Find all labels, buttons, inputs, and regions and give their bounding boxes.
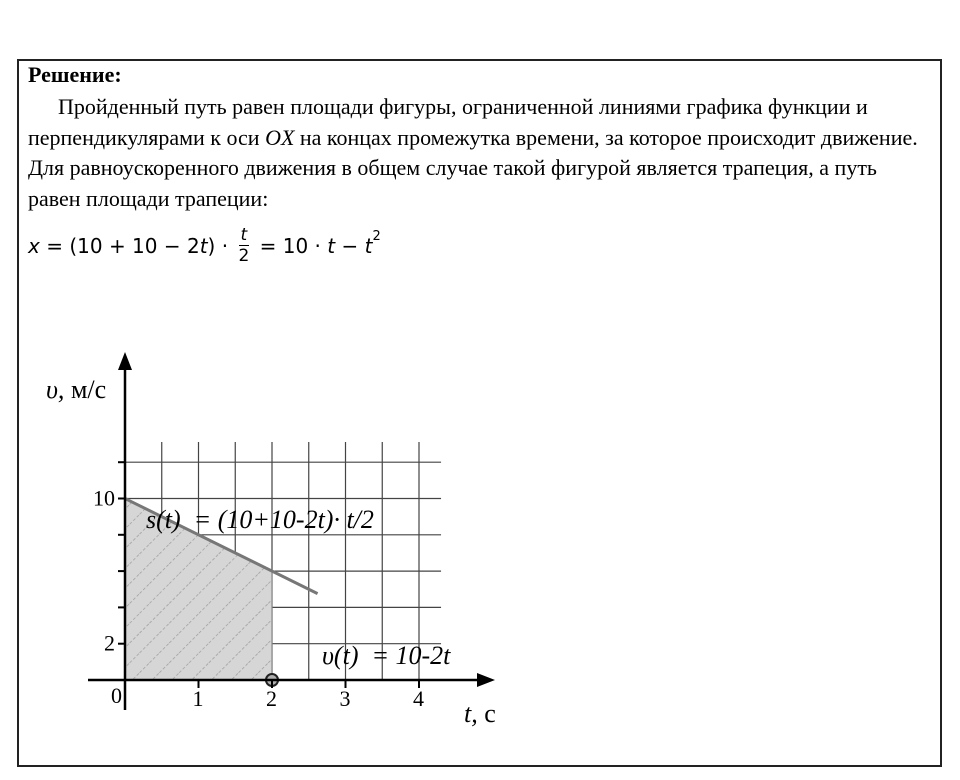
axis-name: OX xyxy=(265,124,295,150)
y-axis-label: υ, м/с xyxy=(46,375,107,404)
x-tick-label: 4 xyxy=(413,686,424,711)
solution-heading: Решение: xyxy=(28,62,122,87)
formula-eq1: = xyxy=(39,233,70,258)
fraction-denominator: 2 xyxy=(238,246,250,266)
text-part2: на концах промежутка времени, за которое происходит движение. Для равноускоренного движения в общем случае такой фигурой является трапеция, а путь равен площади трапеции: xyxy=(28,124,918,211)
x-tick-label: 2 xyxy=(266,686,277,711)
x-axis-label: t, с xyxy=(464,699,496,728)
formula-bracket: (10 + 10 − 2 xyxy=(69,233,200,258)
formula-minus: − xyxy=(335,233,365,258)
formula-dot: · xyxy=(215,233,235,258)
fraction-numerator: t xyxy=(240,225,248,245)
y-tick-label: 2 xyxy=(104,630,115,656)
formula-t1: t xyxy=(327,233,336,258)
y-axis-arrow xyxy=(118,352,132,370)
formula-lhs: x xyxy=(28,233,40,258)
area-formula-label: s(t) = (10+10-2t)· t/2 xyxy=(146,505,374,534)
x-axis-arrow xyxy=(477,673,495,687)
x-tick-label: 1 xyxy=(192,686,204,711)
formula-bracket-close: ) xyxy=(207,233,216,258)
line-formula-label: υ(t) = 10-2t xyxy=(322,641,451,670)
formula-t2: t xyxy=(364,233,373,258)
x-tick-label: 3 xyxy=(339,686,351,711)
origin-label: 0 xyxy=(111,683,122,708)
formula-bracket-var: t xyxy=(199,233,208,258)
formula-exponent: 2 xyxy=(372,229,381,244)
formula-eq2: = 10 · xyxy=(253,233,328,258)
y-tick-label: 10 xyxy=(93,485,115,511)
text-part1: Пройденный путь равен площади фигуры, ограниченной линиями графика функции и перпендикулярами к оси xyxy=(28,94,868,150)
